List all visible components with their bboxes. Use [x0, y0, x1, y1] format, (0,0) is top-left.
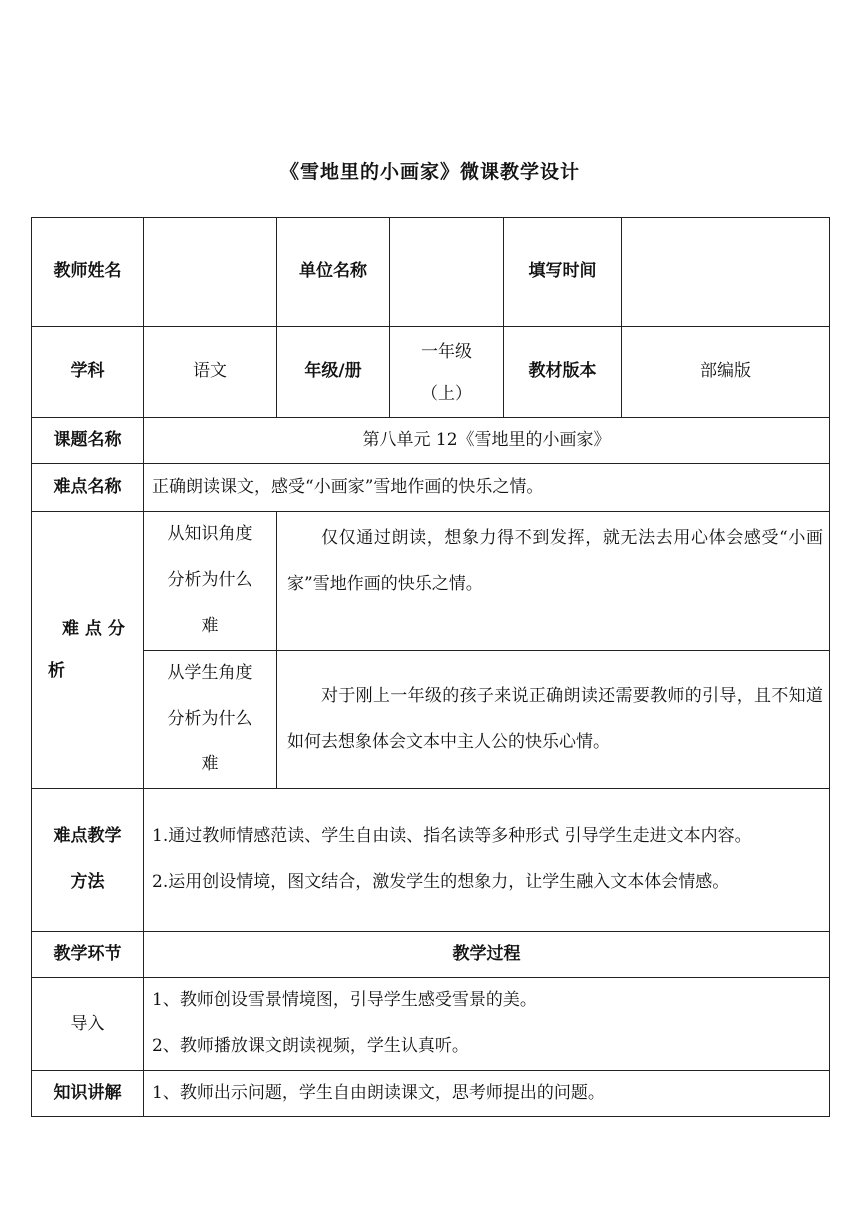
edition-value: 部编版 [622, 327, 830, 418]
grade-label: 年级/册 [277, 327, 390, 418]
lesson-title-label: 课题名称 [32, 418, 144, 464]
lesson-title-value: 第八单元 12《雪地里的小画家》 [144, 418, 830, 464]
grade-value-line1: 一年级 [421, 341, 472, 362]
fill-time-label: 填写时间 [504, 218, 622, 327]
analysis-label [32, 512, 144, 789]
lesson-title-row [32, 418, 830, 464]
grade-value-line2: （上） [421, 383, 472, 404]
teacher-name-label: 教师姓名 [32, 218, 144, 327]
method-item-2: 2.运用创设情境，图文结合，激发学生的想象力，让学生融入文本体会情感。 [152, 872, 730, 893]
knowledge-angle-line2: 分析为什么 [167, 569, 253, 590]
knowledge-row [32, 1071, 830, 1117]
difficulty-value: 正确朗读课文，感受“小画家”雪地作画的快乐之情。 [144, 464, 830, 512]
intro-item-2: 2、教师播放课文朗读视频，学生认真听。 [152, 1036, 469, 1057]
unit-name-value [390, 218, 504, 327]
knowledge-item-1: 1、教师出示问题，学生自由朗读课文，思考师提出的问题。 [152, 1083, 605, 1104]
method-item-1: 1.通过教师情感范读、学生自由读、指名读等多种形式 引导学生走进文本内容。 [152, 826, 752, 847]
stage-header: 教学环节 [32, 932, 144, 978]
analysis-label-line2: 析 [48, 661, 65, 682]
lesson-design-table [31, 217, 830, 1117]
student-angle-label [144, 650, 277, 789]
intro-item-1: 1、教师创设雪景情境图，引导学生感受雪景的美。 [152, 990, 537, 1011]
knowledge-angle-label [144, 512, 277, 651]
knowledge-content [144, 1071, 830, 1117]
intro-label: 导入 [32, 978, 144, 1071]
analysis-knowledge-row [32, 512, 830, 651]
student-angle-line2: 分析为什么 [167, 708, 253, 729]
fill-time-value [622, 218, 830, 327]
teacher-name-value [144, 218, 277, 327]
method-label-line2: 方法 [70, 872, 105, 893]
difficulty-row [32, 464, 830, 512]
subject-label: 学科 [32, 327, 144, 418]
difficulty-label: 难点名称 [32, 464, 144, 512]
knowledge-label: 知识讲解 [32, 1071, 144, 1117]
method-row [32, 789, 830, 932]
analysis-label-line1: 难 点 分 [62, 618, 125, 639]
process-header-row [32, 932, 830, 978]
unit-name-label: 单位名称 [277, 218, 390, 327]
analysis-student-row [32, 650, 830, 789]
student-angle-line3: 难 [201, 754, 219, 775]
intro-content [144, 978, 830, 1071]
edition-label: 教材版本 [504, 327, 622, 418]
method-label [32, 789, 144, 932]
process-header: 教学过程 [144, 932, 830, 978]
method-label-line1: 难点教学 [53, 826, 122, 847]
grade-value [390, 327, 504, 418]
method-content [144, 789, 830, 932]
subject-value: 语文 [144, 327, 277, 418]
intro-row [32, 978, 830, 1071]
teacher-info-row [32, 218, 830, 327]
student-angle-line1: 从学生角度 [167, 662, 253, 683]
knowledge-angle-line3: 难 [201, 615, 219, 636]
subject-info-row [32, 327, 830, 418]
document-title: 《雪地里的小画家》微课教学设计 [279, 161, 580, 183]
knowledge-angle-line1: 从知识角度 [167, 524, 253, 544]
knowledge-angle-text: 仅仅通过朗读，想象力得不到发挥，就无法去用心体会感受“小画家”雪地作画的快乐之情。 [277, 512, 830, 651]
student-angle-text: 对于刚上一年级的孩子来说正确朗读还需要教师的引导，且不知道如何去想象体会文本中主人公的快乐心情。 [277, 650, 830, 789]
